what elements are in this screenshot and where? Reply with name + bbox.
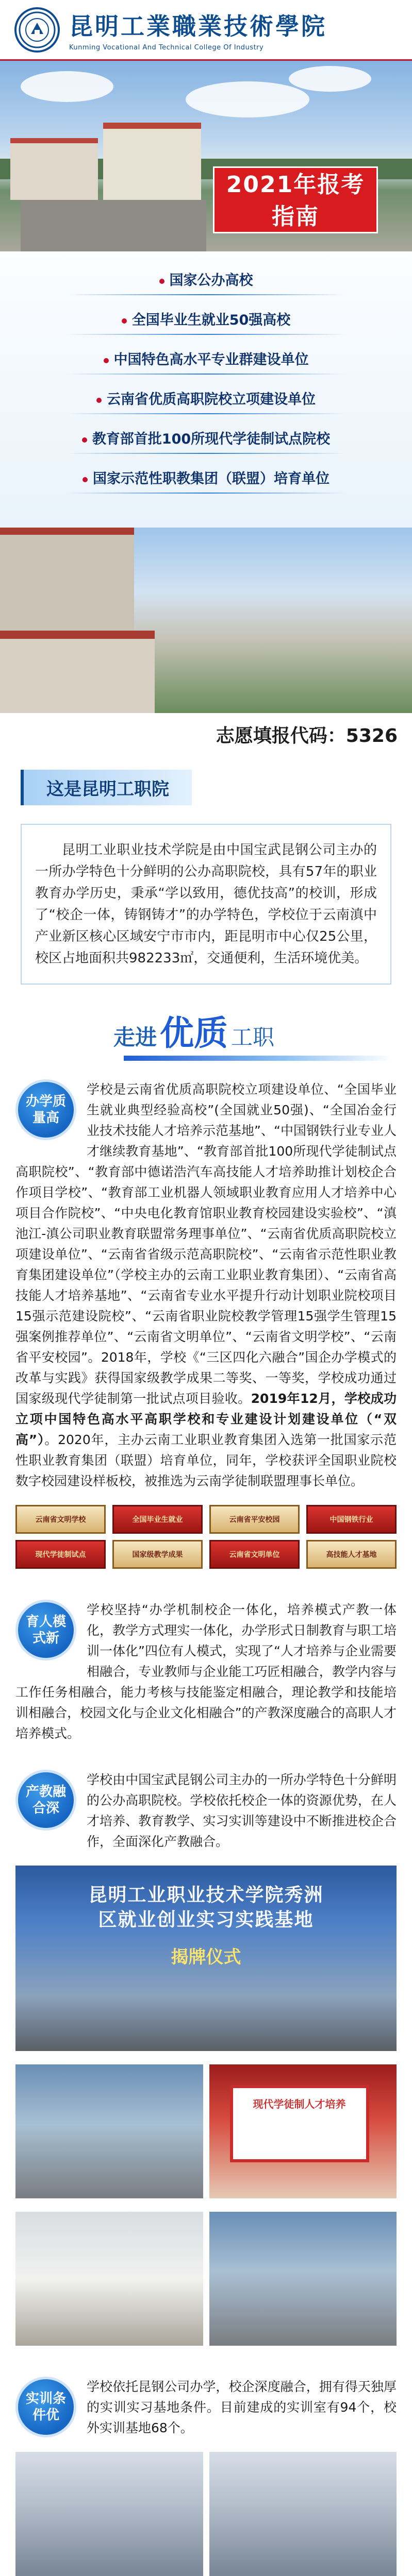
heading-underline <box>124 1056 391 1061</box>
section-tab-intro: 这是昆明工职院 <box>21 770 192 805</box>
quality-text-bold: 2019年12月，学校成功立项中国特色高水平高职学校和专业建设计划建设单位（“双高”） <box>15 1391 397 1447</box>
award-plaque: 国家级教学成果 <box>112 1540 203 1569</box>
honor-item: 国家公办高校 <box>46 269 366 295</box>
banner-line: 昆明工业职业技术学院秀洲 <box>88 1885 324 1906</box>
intro-paragraph: 昆明工业职业技术学院是由中国宝武昆钢公司主办的一所办学特色十分鲜明的公办高职院校，具有57年的职业教育办学历史，秉承“学以致用，德优技高”的校训，形成了“校企一体，铸钢铸才”的办学特色，学校位于云南滇中产业新区核心区域安宁市市内，距昆明市中心仅25公里，校区占地面积共982233㎡，交通便利，生活环境优美。 <box>21 824 391 985</box>
awards-strip <box>15 1505 397 1569</box>
lab-photo <box>15 2452 203 2576</box>
integration-text: 学校由中国宝武昆钢公司主办的一所办学特色十分鲜明的公办高职院校。学校依托校企一体的资源优势，在人才培养、教育教学、实习实训等建设中不断推进校企合作，全面深化产教融合。 <box>87 1772 397 1849</box>
heading-emphasis: 优质 <box>160 1013 228 1053</box>
photo-row <box>15 2064 397 2198</box>
school-name-en: Kunming Vocational And Technical College Of Industry <box>69 44 264 52</box>
model-text: 学校坚持“办学机制校企一体化，培养模式产教一体化，教学方式理实一体化，办学形式日制教育与职工培训一体化”四位有人模式，实现了“人才培养与企业需要相融合，专业教师与企业能工巧匠相融合，教学内容与工作任务相融合，能力考核与技能鉴定相融合，理论教学和技能培训相融合，校园文化与企业文化相融合”的产教深度融合的高职人才培养模式。 <box>15 1602 397 1741</box>
badge-training: 实训条件优 <box>15 2377 76 2437</box>
header <box>0 0 412 61</box>
school-name-cn: 昆明工業職業技術學院 <box>69 12 327 40</box>
feature-quality <box>15 1079 397 1492</box>
heading-part: 走进 <box>113 1025 157 1050</box>
badge-quality: 办学质量高 <box>15 1079 76 1140</box>
banner-subtitle: 揭牌仪式 <box>171 1947 241 1968</box>
award-plaque: 高技能人才基地 <box>306 1540 397 1569</box>
feature-text <box>15 1079 397 1492</box>
quality-text-end: 。2020年，主办云南工业职业教育集团入选第一批国家示范性职业教育集团（联盟）培育单位，同年，学校获评全国职业院校数字校园建设样板校，被推选为云南学徒制联盟理事长单位。 <box>15 1432 397 1488</box>
award-plaque: 中国钢铁行业 <box>306 1505 397 1534</box>
photo-row <box>15 2452 397 2576</box>
enroll-code: 志愿填报代码：5326 <box>216 725 398 747</box>
banner-line: 区就业创业实习实践基地 <box>98 1909 314 1930</box>
honor-item: 国家示范性职教集团（联盟）培育单位 <box>46 467 366 494</box>
training-text: 学校依托昆钢公司办学，校企深度融合，拥有得天独厚的实训实习基地条件。目前建成的实训室有94个，校外实训基地68个。 <box>87 2379 397 2435</box>
badge-integration: 产教融合深 <box>15 1770 76 1831</box>
guide-title: 2021年报考指南 <box>213 166 378 233</box>
honors-list <box>0 251 412 528</box>
lab-photo <box>209 2452 397 2576</box>
award-plaque: 云南省文明学校 <box>15 1505 106 1534</box>
ceremony-photo <box>15 1866 397 2051</box>
campus-photo <box>0 528 412 713</box>
banner-text <box>31 1883 381 1933</box>
badge-model: 育人模式新 <box>15 1600 76 1660</box>
hero-campus-image <box>0 61 412 251</box>
award-plaque: 云南省文明单位 <box>209 1540 300 1569</box>
school-name <box>69 8 327 52</box>
award-plaque: 云南省平安校园 <box>209 1505 300 1534</box>
award-plaque: 全国毕业生就业 <box>112 1505 203 1534</box>
feature-training <box>15 2377 397 2438</box>
group-photo <box>15 2212 203 2346</box>
heading-part: 工职 <box>231 1025 275 1050</box>
school-seal-icon <box>14 7 60 53</box>
photo-row <box>15 2212 397 2346</box>
campus-photo-2 <box>15 2064 203 2198</box>
quality-text: 学校是云南省优质高职院校立项建设单位、“全国毕业生就业典型经验高校”(全国就业50强)、“全国冶金行业技术技能人才培养示范基地”、“中国钢铁行业专业人才继续教育基地”、“教育部首批100所现代学徒制试点高职院校”、“教育部中德诺浩汽车高技能人才培养助推计划校企合作项目学校”、“教育部工业机器人领域职业教育应用人才培养中心项目合作院校”、“中央电化教育馆职业教育校园建设实验校”、“滇池江-滇公司职业教育联盟常务理事单位”、“云南省优质高职院校立项建设单位”、“云南省省级示范高职院校”、“云南省示范性职业教育集团建设单位”（学校主办的云南工业职业教育集团）、“云南省高技能人才培养基地”、“云南省专业水平提升行动计划职业院校项目15强示范建设院校”、“云南省职业院校教学管理15强学生管理15强案例推荐单位”、“云南省文明单位”、“云南省文明学校”、“云南省平安校园”。2018年，学校《“三区四化六融合”国企办学模式的改革与实践》获得国家级教学成果二等奖、一等奖，学校成功通过国家级现代学徒制第一批试点项目验收。 <box>15 1082 397 1406</box>
honor-item: 云南省优质高职院校立项建设单位 <box>46 388 366 414</box>
honor-item: 全国毕业生就业50强高校 <box>46 309 366 335</box>
award-plaque: 现代学徒制试点 <box>15 1540 106 1569</box>
photo-row <box>15 1866 397 2051</box>
honor-item: 教育部首批100所现代学徒制试点院校 <box>46 428 366 454</box>
stage-photo <box>209 2064 397 2198</box>
stage-sign: 现代学徒制人才培养 <box>230 2085 369 2162</box>
workshop-photo <box>209 2212 397 2346</box>
feature-integration <box>15 1770 397 1852</box>
section-heading-quality <box>0 1005 412 1052</box>
feature-model <box>15 1600 397 1744</box>
honor-item: 中国特色高水平专业群建设单位 <box>46 348 366 375</box>
